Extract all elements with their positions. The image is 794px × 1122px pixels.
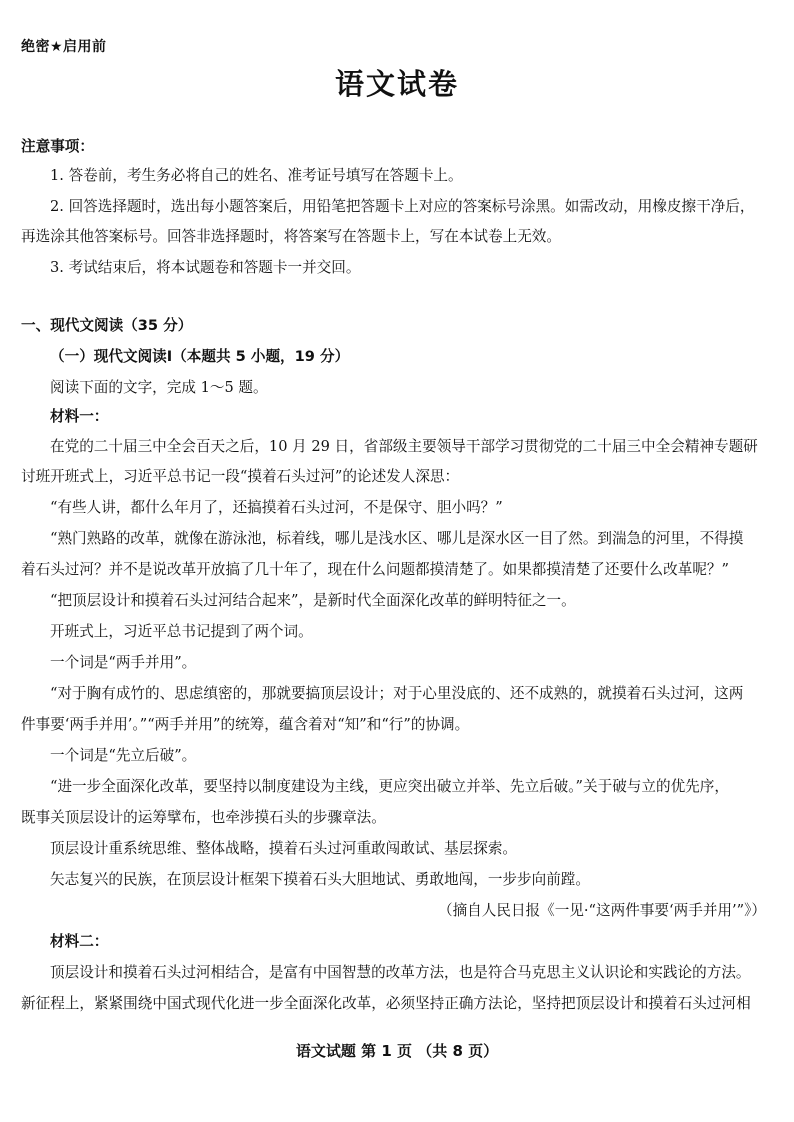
- material-1-line: 一个词是“先立后破”。: [50, 747, 197, 764]
- material-1-label: 材料一：: [50, 408, 109, 425]
- page-title: 语文试卷: [334, 67, 459, 101]
- material-1-line: 件事要‘两手并用’。”“两手并用”的统筹，蕴含着对“知”和“行”的协调。: [21, 716, 470, 733]
- material-1-line: 讨班开班式上，习近平总书记一段“摸着石头过河”的论述发人深思：: [21, 468, 460, 485]
- material-1-line: 一个词是“两手并用”。: [50, 654, 197, 671]
- material-1-source: （摘自人民日报《一见·“这两件事要‘两手并用’”》）: [437, 902, 766, 919]
- material-2-line: 顶层设计和摸着石头过河相结合，是富有中国智慧的改革方法，也是符合马克思主义认识论和实践论的方法。: [50, 964, 751, 981]
- material-1-line: 在党的二十届三中全会百天之后，10 月 29 日，省部级主要领导干部学习贯彻党的二十届三中全会精神专题研: [50, 438, 758, 455]
- material-2-label: 材料二：: [50, 933, 109, 950]
- section-heading: 一、现代文阅读（35 分）: [21, 317, 193, 334]
- material-1-line: 着石头过河？并不是说改革开放搞了几十年了，现在什么问题都摸清楚了。如果都摸清楚了还要什么改革呢？”: [21, 561, 729, 578]
- material-1-line: 既事关顶层设计的运筹擘布，也牵涉摸石头的步骤章法。: [21, 809, 386, 826]
- material-1-line: “把顶层设计和摸着石头过河结合起来”，是新时代全面深化改革的鲜明特征之一。: [50, 592, 576, 609]
- notice-item-2-line-2: 再选涂其他答案标号。回答非选择题时，将答案写在答题卡上，写在本试卷上无效。: [21, 228, 561, 245]
- material-1-line: “有些人讲，都什么年月了，还搞摸着石头过河，不是保守、胆小吗？”: [50, 499, 503, 516]
- reading-instruction: 阅读下面的文字，完成 1～5 题。: [50, 379, 268, 396]
- material-1-line: “进一步全面深化改革，要坚持以制度建设为主线，更应突出破立并举、先立后破。”关于破与立的优先序，: [50, 778, 729, 795]
- notice-item-2-line-1: 2. 回答选择题时，选出每小题答案后，用铅笔把答题卡上对应的答案标号涂黑。如需改动，用橡皮擦干净后，: [50, 198, 755, 215]
- material-2-line: 新征程上，紧紧围绕中国式现代化进一步全面深化改革，必须坚持正确方法论，坚持把顶层设计和摸着石头过河相: [21, 995, 751, 1012]
- material-1-line: 顶层设计重系统思维、整体战略，摸着石头过河重敢闯敢试、基层探索。: [50, 840, 518, 857]
- material-1-line: “对于胸有成竹的、思虑缜密的，那就要搞顶层设计；对于心里没底的、还不成熟的，就摸着石头过河，这两: [50, 685, 744, 702]
- confidential-mark: 绝密★启用前: [21, 39, 107, 55]
- material-1-line: “熟门熟路的改革，就像在游泳池，标着线，哪儿是浅水区、哪儿是深水区一目了然。到湍急的河里，不得摸: [50, 530, 744, 547]
- material-1-line: 开班式上，习近平总书记提到了两个词。: [50, 623, 313, 640]
- notice-item-1: 1. 答卷前，考生务必将自己的姓名、准考证号填写在答题卡上。: [50, 167, 463, 184]
- subsection-heading: （一）现代文阅读Ⅰ（本题共 5 小题，19 分）: [50, 348, 350, 365]
- page-footer: 语文试题 第 1 页 （共 8 页）: [295, 1042, 499, 1060]
- material-1-line: 矢志复兴的民族，在顶层设计框架下摸着石头大胆地试、勇敢地闯，一步步向前蹚。: [50, 871, 590, 888]
- notice-item-3: 3. 考试结束后，将本试题卷和答题卡一并交回。: [50, 259, 361, 276]
- notice-heading: 注意事项：: [21, 138, 94, 155]
